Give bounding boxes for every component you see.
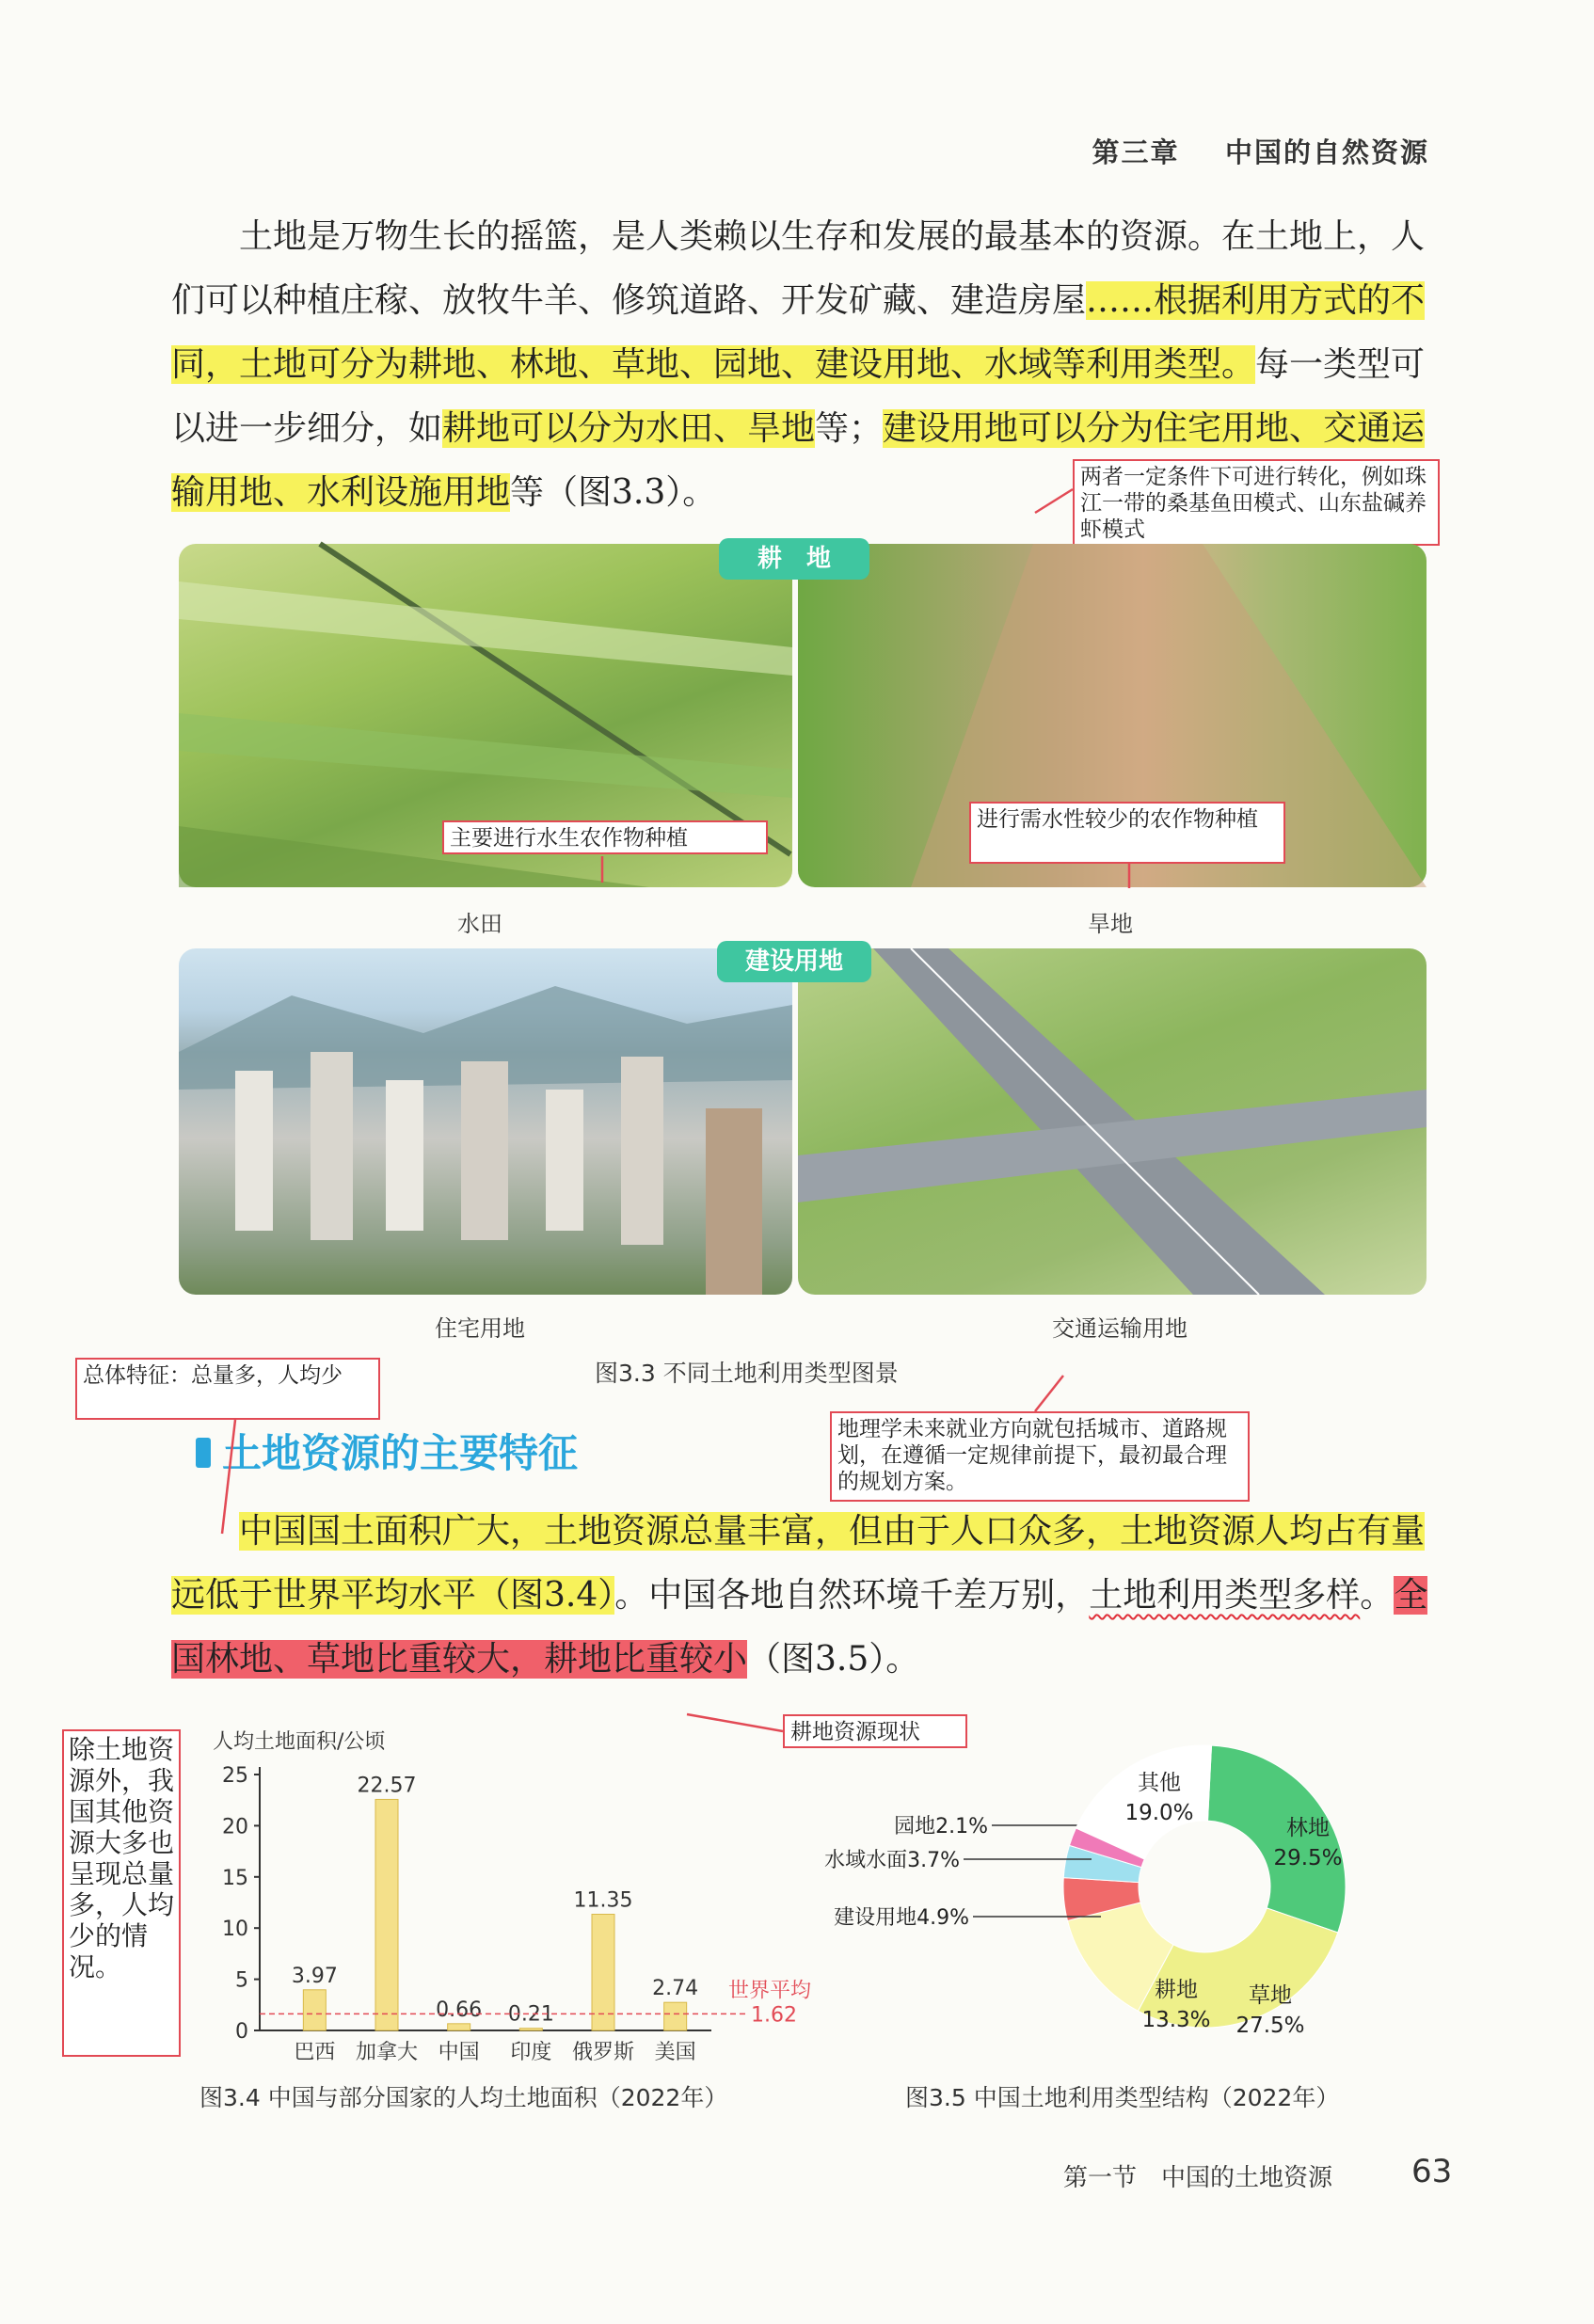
badge-construction: 建设用地 [717, 941, 871, 982]
chapter-title: 中国的自然资源 [1224, 136, 1429, 168]
donut-chart-plot [824, 1745, 1346, 2038]
donut-chart-land-use [824, 1731, 1421, 2042]
caption-residential: 住宅用地 [435, 1315, 525, 1342]
text-fragment: 等（图3.3）。 [510, 473, 717, 512]
slice-percent-label: 29.5% [1273, 1846, 1343, 1870]
residential-graphic [179, 948, 792, 1295]
slice-percent-label: 27.5% [1235, 2014, 1305, 2038]
slice-name-label: 林地 [1286, 1816, 1330, 1840]
section-heading [196, 1423, 578, 1479]
slice-percent-label: 19.0% [1124, 1801, 1194, 1825]
note-overall-feature: 总体特征：总量多，人均少 [75, 1358, 380, 1420]
slice-percent-label: 13.3% [1141, 2008, 1211, 2032]
highlight-construction: 建设用地可以分为住宅用地、交通运输用地、水利设施用地 [171, 409, 1426, 512]
transport-graphic [798, 948, 1427, 1295]
bar-chart-plot [222, 1764, 811, 2064]
intro-subdivide: 每一类型可以进一步细分，如 [171, 345, 1426, 448]
features-paragraph [171, 1500, 1432, 1692]
bar-value-label: 11.35 [573, 1888, 633, 1913]
bar-value-label: 3.97 [291, 1964, 338, 1988]
figure-3-4-caption: 图3.4 中国与部分国家的人均土地面积（2022年） [199, 2084, 728, 2111]
slice-name-label: 耕地 [1155, 1978, 1198, 2002]
note-dryland: 进行需水性较少的农作物种植 [969, 802, 1285, 864]
bar [519, 2029, 542, 2030]
text-fragment: 。 [1360, 1576, 1395, 1615]
page-number: 63 [1411, 2153, 1453, 2190]
bar [592, 1915, 614, 2030]
bar [303, 1990, 326, 2030]
text-fragment: 等； [815, 409, 884, 448]
bar-value-label: 2.74 [652, 1977, 699, 2001]
note-career: 地理学未来就业方向就包括城市、道路规划，在遵循一定规律前提下，最初最合理的规划方案。 [830, 1411, 1250, 1502]
chapter-header [1092, 132, 1429, 170]
chapter-number: 第三章 [1092, 136, 1180, 168]
bar [375, 1799, 398, 2030]
arrow-career [1035, 1376, 1063, 1411]
slice-name-label: 其他 [1138, 1771, 1181, 1795]
text-fragment: 。中国各地自然环境千差万别， [614, 1576, 1090, 1615]
caption-transport: 交通运输用地 [1052, 1315, 1188, 1342]
slice-side-label: 园地2.1% [894, 1815, 988, 1839]
x-category-label: 巴西 [294, 2041, 336, 2064]
bar-value-label: 0.21 [507, 2002, 554, 2027]
note-transformation: 两者一定条件下可进行转化，例如珠江一带的桑基鱼田模式、山东盐碱养虾模式 [1073, 459, 1440, 546]
note-paddy: 主要进行水生农作物种植 [442, 820, 768, 854]
footer-section: 第一节 中国的土地资源 [1063, 2164, 1333, 2192]
bar-chart-ylabel: 人均土地面积/公顷 [213, 1730, 386, 1754]
note-other-resources: 除土地资源外，我国其他资源大多也呈现总量多，人均少的情况。 [62, 1729, 181, 2057]
x-category-label: 俄罗斯 [571, 2041, 635, 2064]
world-average-label: 世界平均 [728, 1979, 812, 2003]
slice-name-label: 草地 [1249, 1983, 1292, 2008]
photo-transport [798, 948, 1427, 1295]
caption-paddy: 水田 [457, 911, 502, 937]
x-category-label: 印度 [510, 2041, 552, 2064]
slice-side-label: 建设用地4.9% [834, 1906, 969, 1930]
intro-sentence: 土地是万物生长的摇篮，是人类赖以生存和发展的最基本的资源。在土地上，人们可以种植庄稼、放牧牛羊、修筑道路、开发矿藏、建造房屋 [171, 217, 1426, 320]
y-tick-label: 0 [235, 2020, 248, 2044]
highlight-total-vs-percapita: 中国国土面积广大，土地资源总量丰富，但由于人口众多，土地资源人均占有量远低于世界平均水平（图3.4） [171, 1512, 1426, 1615]
y-tick-label: 25 [222, 1764, 248, 1788]
figure-3-5-caption: 图3.5 中国土地利用类型结构（2022年） [905, 2084, 1340, 2111]
bar-value-label: 22.57 [357, 1774, 417, 1798]
highlight-forest-grass: 全国林地、草地比重较大，耕地比重较小 [171, 1576, 1428, 1679]
underline-diverse-types: 土地利用类型多样 [1089, 1576, 1361, 1615]
bar [664, 2002, 687, 2030]
note-cropland-status: 耕地资源现状 [783, 1714, 967, 1748]
highlight-cropland: 耕地可以分为水田、旱地 [442, 409, 816, 448]
section-title: 土地资源的主要特征 [222, 1430, 579, 1476]
bar-chart-per-capita-land [184, 1720, 824, 2077]
y-tick-label: 15 [222, 1866, 248, 1890]
highlight-land-types: ……根据利用方式的不同，土地可分为耕地、林地、草地、园地、建设用地、水域等利用类型。 [171, 281, 1426, 384]
x-category-label: 加拿大 [355, 2041, 419, 2064]
caption-dryland: 旱地 [1088, 911, 1133, 937]
world-average-value: 1.62 [751, 2003, 797, 2028]
bar [448, 2024, 470, 2030]
y-tick-label: 20 [222, 1815, 248, 1839]
x-category-label: 中国 [438, 2041, 480, 2064]
figure-3-3-caption: 图3.3 不同土地利用类型图景 [595, 1360, 899, 1387]
badge-cropland: 耕 地 [719, 538, 869, 580]
y-tick-label: 5 [235, 1968, 248, 1993]
bar-value-label: 0.66 [436, 1998, 483, 2022]
photo-residential [179, 948, 792, 1295]
y-tick-label: 10 [222, 1918, 248, 1942]
text-fragment: （图3.5）。 [747, 1640, 920, 1679]
slice-side-label: 水域水面3.7% [824, 1849, 960, 1872]
section-marker-icon [196, 1438, 211, 1468]
x-category-label: 美国 [654, 2041, 696, 2064]
